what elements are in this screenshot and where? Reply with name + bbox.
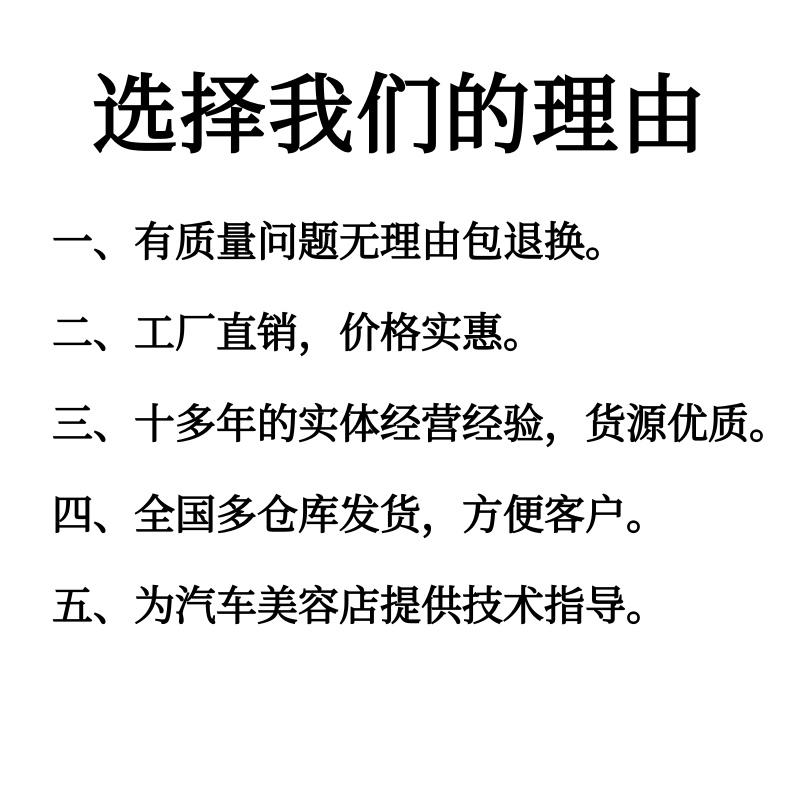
page-title: 选择我们的理由 xyxy=(92,66,708,166)
list-item xyxy=(52,583,760,630)
list-item-index: 三、 xyxy=(52,400,134,449)
list-item xyxy=(52,219,760,266)
list-item-index: 二、 xyxy=(52,309,134,358)
reason-list xyxy=(40,217,790,631)
list-item-index: 一、 xyxy=(52,217,134,266)
list-item xyxy=(52,310,760,357)
list-item-text: 为汽车美容店提供技术指导。 xyxy=(134,582,667,631)
list-item-text: 工厂直销，价格实惠。 xyxy=(134,309,544,358)
list-item-text: 十多年的实体经营经验，货源优质。 xyxy=(134,400,790,449)
list-item-text: 全国多仓库发货，方便客户。 xyxy=(134,491,667,540)
list-item xyxy=(52,492,760,539)
list-item xyxy=(52,400,790,449)
list-item-index: 五、 xyxy=(52,582,134,631)
list-item-index: 四、 xyxy=(52,491,134,540)
list-item-text: 有质量问题无理由包退换。 xyxy=(134,217,626,266)
